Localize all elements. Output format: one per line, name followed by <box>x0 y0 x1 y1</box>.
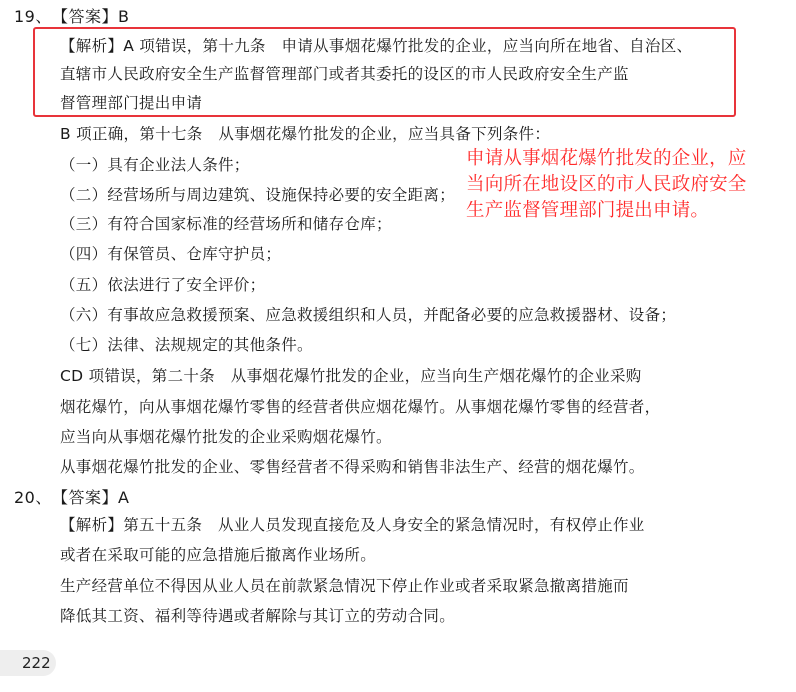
q19-body-line-10: 烟花爆竹，向从事烟花爆竹零售的经营者供应烟花爆竹。从事烟花爆竹零售的经营者， <box>60 398 661 416</box>
q20-line-3: 生产经营单位不得因从业人员在前款紧急情况下停止作业或者采取紧急撤离措施而 <box>60 577 629 595</box>
note-line-1: 申请从事烟花爆竹批发的企业，应 <box>466 148 747 169</box>
page-number: 222 <box>0 650 56 676</box>
q19-body-line-12: 从事烟花爆竹批发的企业、零售经营者不得采购和销售非法生产、经营的烟花爆竹。 <box>60 458 645 476</box>
q19-body-line-9: CD 项错误，第二十条 从事烟花爆竹批发的企业，应当向生产烟花爆竹的企业采购 <box>60 367 642 385</box>
q19-explanation-line-1: 【解析】A 项错误，第十九条 申请从事烟花爆竹批发的企业，应当向所在地省、自治区、 <box>60 37 693 55</box>
q19-body-line-3: （二）经营场所与周边建筑、设施保持必要的安全距离； <box>60 186 456 204</box>
q19-body-line-7: （六）有事故应急救援预案、应急救援组织和人员，并配备必要的应急救援器材、设备； <box>60 306 677 324</box>
q19-body-line-1: B 项正确，第十七条 从事烟花爆竹批发的企业，应当具备下列条件： <box>60 125 551 143</box>
question-19-answer: 【答案】B <box>52 7 130 26</box>
question-20-number: 20、 <box>14 488 52 507</box>
q19-body-line-6: （五）依法进行了安全评价； <box>60 276 266 294</box>
question-19-number: 19、 <box>14 7 52 26</box>
q19-explanation-line-2: 直辖市人民政府安全生产监督管理部门或者其委托的设区的市人民政府安全生产监 <box>60 65 629 83</box>
q20-line-4: 降低其工资、福利等待遇或者解除与其订立的劳动合同。 <box>60 607 456 625</box>
q19-body-line-2: （一）具有企业法人条件； <box>60 156 250 174</box>
q19-body-line-5: （四）有保管员、仓库守护员； <box>60 245 282 263</box>
q19-body-line-8: （七）法律、法规规定的其他条件。 <box>60 336 313 354</box>
q19-body-line-4: （三）有符合国家标准的经营场所和储存仓库； <box>60 215 392 233</box>
q19-body-line-11: 应当向从事烟花爆竹批发的企业采购烟花爆竹。 <box>60 428 392 446</box>
q20-line-2: 或者在采取可能的应急措施后撤离作业场所。 <box>60 546 377 564</box>
note-line-3: 生产监督管理部门提出申请。 <box>466 200 710 221</box>
question-20-answer: 【答案】A <box>52 488 130 507</box>
red-annotation-note <box>466 146 791 224</box>
q19-explanation-line-3: 督管理部门提出申请 <box>60 94 203 112</box>
note-line-2: 当向所在地设区的市人民政府安全 <box>466 174 747 195</box>
q20-line-1: 【解析】第五十五条 从业人员发现直接危及人身安全的紧急情况时，有权停止作业 <box>60 516 645 534</box>
